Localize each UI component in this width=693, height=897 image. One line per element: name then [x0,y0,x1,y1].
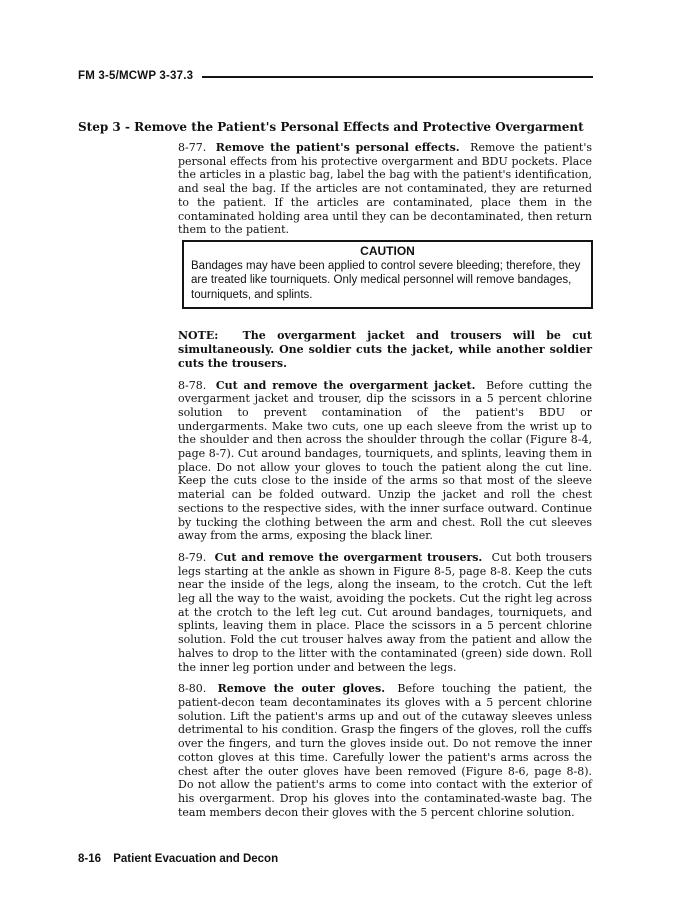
running-header [78,70,593,82]
doc-id: FM 3-5/MCWP 3-37.3 [78,70,194,82]
paragraph-8-78 [178,379,592,543]
paragraph-body: Remove the patient's personal effects from his protective overgarment and BDU pockets. Place the articles in a plastic bag, label the bag with the patient's identification, and seal the bag. If the articles are not contaminated, they are returned to the patient. If the articles are contaminated, place them in the contaminated holding area until they can be decontaminated, then return them to the patient. [178,141,593,237]
paragraph-8-77 [178,141,592,237]
paragraph-body: Before touching the patient, the patient-decon team decontaminates its gloves with a 5 percent chlorine solution. Lift the patient's arms up and out of the cutaway sleeves unless detrimental to his condition. Grasp the fingers of the gloves, roll the cuffs over the fingers, and turn the gloves inside out. Do not remove the inner cotton gloves at this time. Carefully lower the patient's arms across the chest after the outer gloves have been removed (Figure 8-6, page 8-8). Do not allow the patient's arms to come into contact with the exterior of his overgarment. Drop his gloves into the contaminated-waste bag. The team members decon their gloves with the 5 percent chlorine solution. [178,682,592,819]
paragraph-lead: Remove the outer gloves. [217,682,386,696]
caution-box [182,240,593,310]
paragraph-number: 8-78. [178,378,207,392]
paragraph-lead: Remove the patient's personal effects. [215,141,460,154]
paragraph-number: 8-79. [178,550,207,564]
caution-text: Bandages may have been applied to control severe bleeding; therefore, they are treated like tourniquets. Only medical personnel will remove bandages, tourniquets, and splints. [191,259,581,301]
paragraph-body: Cut both trousers legs starting at the ankle as shown in Figure 8-5, page 8-8. Keep the cuts near the inside of the legs, along the inseam, to the crotch. Cut the left leg all the way to the waist, avoiding the pockets. Cut the right leg across at the crotch to the left leg cut. Cut around bandages, tourniquets, and splints, leaving them in place. Place the scissors in a 5 percent chlorine solution. Fold the cut trouser halves away from the patient and allow the halves to drop to the litter with the contaminated (green) side down. Roll the inner leg portion under and between the legs. [178,550,593,674]
page-content [78,120,593,819]
paragraph-8-79 [178,551,592,674]
note-paragraph [178,329,592,370]
step-heading: Step 3 - Remove the Patient's Personal Effects and Protective Overgarment [78,120,584,134]
paragraph-8-80 [178,682,592,819]
paragraph-lead: Cut and remove the overgarment trousers. [214,550,483,564]
footer-section-title: Patient Evacuation and Decon [113,853,279,865]
paragraph-body: Before cutting the overgarment jacket and trouser, dip the scissors in a 5 percent chlorine solution to prevent contamination of the patient's BDU or undergarments. Make two cuts, one up each sleeve from the wrist up to the shoulder and then across the shoulder through the collar (Figure 8-4, page 8-7). Cut around bandages, tourniquets, and splints, leaving them in place. Do not allow your gloves to touch the patient along the cut line. Keep the cuts close to the inside of the arms so that most of the sleeve material can be folded outward. Unzip the jacket and roll the chest sections to the respective sides, with the inner surface outward. Continue by tucking the clothing between the arm and chest. Roll the cut sleeves away from the arms, exposing the black liner. [178,378,593,543]
footer-page-number: 8-16 [78,853,102,865]
paragraph-number: 8-77. [178,141,207,154]
note-label: NOTE: [178,329,219,343]
paragraph-number: 8-80. [178,682,207,696]
paragraph-lead: Cut and remove the overgarment jacket. [215,378,476,392]
page-footer [78,853,278,865]
header-rule [202,76,593,78]
note-text: The overgarment jacket and trousers will be cut simultaneously. One soldier cuts the jacket, while another soldier cuts the trousers. [178,329,592,370]
caution-title: CAUTION [360,243,415,258]
